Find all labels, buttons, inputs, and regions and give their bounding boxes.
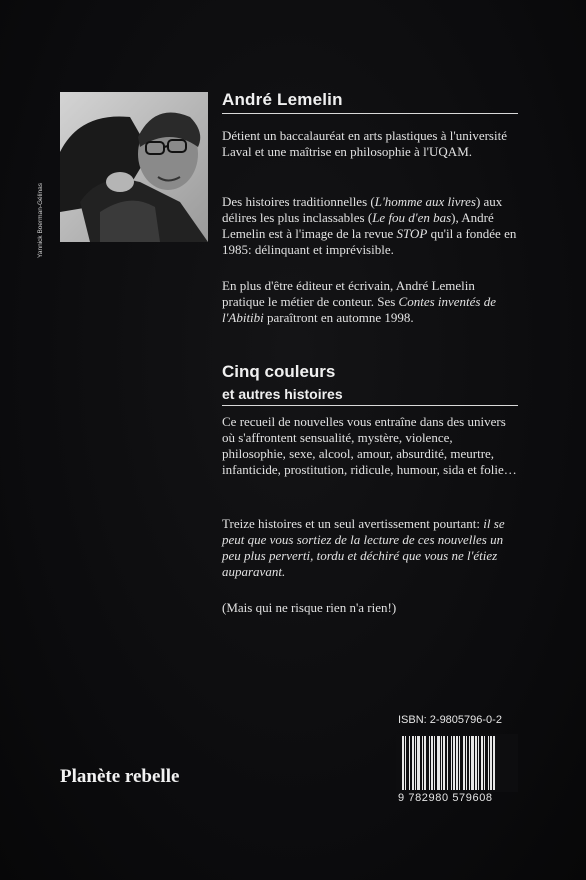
publisher-logo: Planète rebelle xyxy=(60,766,180,787)
book-title: Cinq couleurs xyxy=(222,362,336,381)
author-photo xyxy=(60,92,208,242)
author-name: André Lemelin xyxy=(222,90,343,109)
barcode xyxy=(396,734,518,792)
title-divider xyxy=(222,405,518,406)
photo-credit: Yannick Boerman-Gélinas xyxy=(37,182,44,258)
blurb-2: Treize histoires et un seul avertissement pourtant: il se peut que vous sortiez de la lecture de ces nouvelles un peu plus perverti, tordu et déchiré que vous ne l'étiez auparavant. xyxy=(222,516,505,579)
isbn: ISBN: 2-9805796-0-2 xyxy=(398,714,502,726)
author-bio-1: Détient un baccalauréat en arts plastiques à l'université Laval et une maîtrise en philosophie à l'UQAM. xyxy=(222,128,507,159)
author-bio-2: Des histoires traditionnelles (L'homme aux livres) aux délires les plus inclassables (Le fou d'en bas), André Lemelin est à l'image de la revue STOP qu'il a fondée en 1985: délinquant et imprévisible. xyxy=(222,194,517,257)
book-subtitle: et autres histoires xyxy=(222,386,343,402)
author-bio-3: En plus d'être éditeur et écrivain, André Lemelin pratique le métier de conteur. Ses Contes inventés de l'Abitibi paraîtront en automne 1998. xyxy=(222,278,497,325)
blurb-3: (Mais qui ne risque rien n'a rien!) xyxy=(222,600,397,615)
barcode-digits: 9 782980 579608 xyxy=(398,792,493,804)
blurb-1: Ce recueil de nouvelles vous entraîne dans des univers où s'affrontent sensualité, mystère, violence, philosophie, sexe, alcool, amour, absurdité, meurtre, infanticide, prostitution, ridicule, humour, sida et folie… xyxy=(222,414,517,477)
author-divider xyxy=(222,113,518,114)
